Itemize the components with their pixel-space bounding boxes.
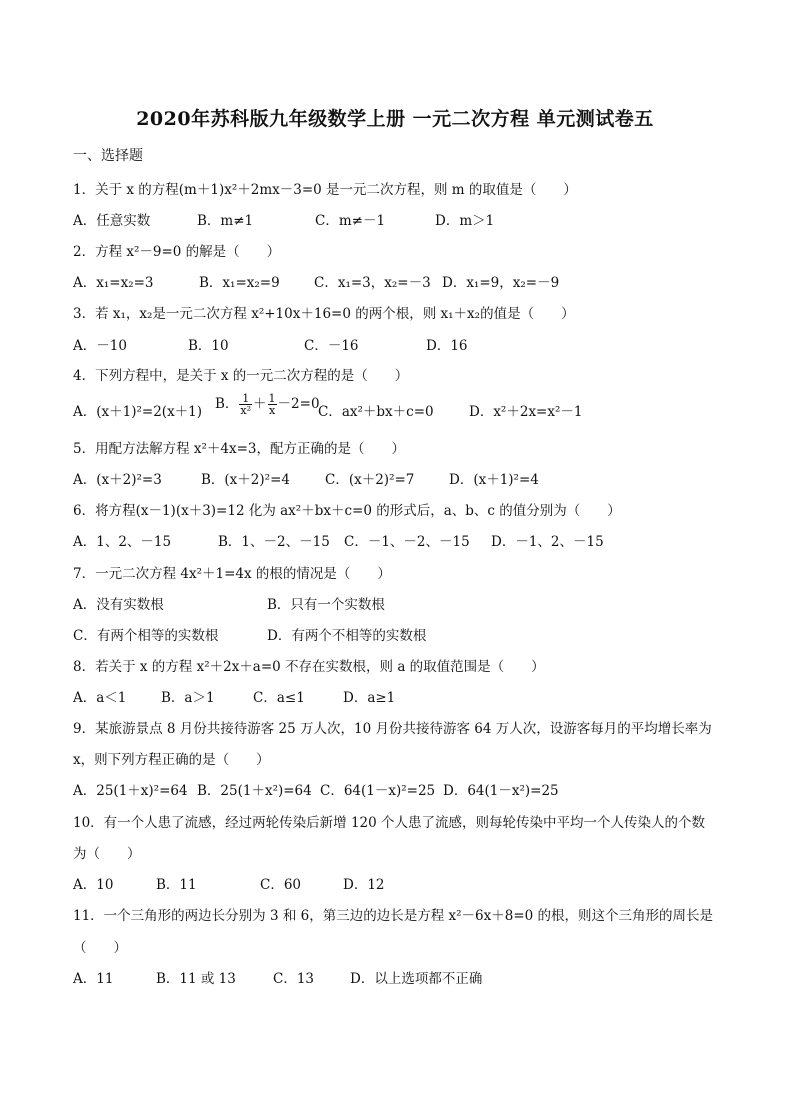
fraction-1-over-x-squared: $\frac{1}{\text{x²}}$ bbox=[240, 392, 252, 417]
question-7-option-c[interactable]: C．有两个相等的实数根 bbox=[73, 628, 219, 644]
question-8-option-c[interactable]: C．a≤1 bbox=[253, 690, 305, 706]
question-5-stem: 5．用配方法解方程 x²＋4x=3，配方正确的是（ ） bbox=[73, 441, 406, 457]
question-8-option-b[interactable]: B．a＞1 bbox=[161, 690, 215, 706]
question-11-option-b[interactable]: B．11 或 13 bbox=[156, 971, 236, 987]
question-6-stem: 6．将方程(x－1)(x＋3)=12 化为 ax²＋bx＋c=0 的形式后，a、b、c 的值分别为（ ） bbox=[73, 503, 621, 519]
question-5-option-d[interactable]: D．(x＋1)²=4 bbox=[449, 472, 539, 488]
question-5-option-c[interactable]: C．(x＋2)²=7 bbox=[325, 472, 415, 488]
question-1-option-b[interactable]: B．m≠1 bbox=[197, 213, 254, 229]
question-3-option-c[interactable]: C．－16 bbox=[304, 338, 359, 354]
question-6-option-b[interactable]: B．1、－2、－15 bbox=[218, 534, 330, 550]
question-4-option-a[interactable]: A．(x＋1)²=2(x＋1) bbox=[73, 404, 203, 420]
question-10-option-d[interactable]: D．12 bbox=[343, 877, 385, 893]
question-7-option-b[interactable]: B．只有一个实数根 bbox=[267, 597, 385, 613]
question-10-stem: 10．有一个人患了流感，经过两轮传染后新增 120 个人患了流感，则每轮传染中平均一个人传染人的个数 bbox=[73, 815, 706, 831]
question-9-option-b[interactable]: B．25(1＋x²)=64 bbox=[197, 783, 312, 799]
question-8-stem: 8．若关于 x 的方程 x²＋2x＋a=0 不存在实数根，则 a 的取值范围是（ ） bbox=[73, 659, 545, 675]
question-11-stem: 11．一个三角形的两边长分别为 3 和 6，第三边的边长是方程 x²－6x＋8=0 的根，则这个三角形的周长是 bbox=[73, 908, 714, 924]
question-10-option-b[interactable]: B．11 bbox=[156, 877, 197, 893]
question-9-option-c[interactable]: C．64(1－x)²=25 bbox=[320, 783, 436, 799]
question-6-option-c[interactable]: C．－1、－2、－15 bbox=[344, 534, 470, 550]
question-5-option-a[interactable]: A．(x＋2)²=3 bbox=[73, 472, 162, 488]
question-8-option-a[interactable]: A．a＜1 bbox=[73, 690, 127, 706]
question-4-option-b[interactable]: B． $\frac{1}{\text{x²}}$ ＋ $\frac{1}{x}$ －2=0 bbox=[215, 392, 320, 417]
question-4-option-b-label: B． bbox=[215, 396, 239, 412]
question-6-option-a[interactable]: A．1、2、－15 bbox=[73, 534, 172, 550]
question-11-option-a[interactable]: A．11 bbox=[73, 971, 114, 987]
question-3-option-a[interactable]: A．－10 bbox=[73, 338, 127, 354]
question-3-option-b[interactable]: B．10 bbox=[188, 338, 229, 354]
question-11-option-c[interactable]: C．13 bbox=[273, 971, 315, 987]
question-2-stem: 2．方程 x²－9=0 的解是（ ） bbox=[73, 244, 281, 260]
question-7-option-d[interactable]: D．有两个不相等的实数根 bbox=[267, 628, 427, 644]
question-7-stem: 7．一元二次方程 4x²＋1=4x 的根的情况是（ ） bbox=[73, 566, 391, 582]
question-2-option-a[interactable]: A．x₁=x₂=3 bbox=[73, 275, 154, 291]
question-3-stem: 3．若 x₁，x₂是一元二次方程 x²+10x＋16=0 的两个根，则 x₁＋x₂的值是（ ） bbox=[73, 306, 575, 322]
section-heading: 一、选择题 bbox=[73, 148, 143, 164]
question-10-stem-continued: 为（ ） bbox=[73, 846, 141, 862]
question-1-option-c[interactable]: C．m≠－1 bbox=[315, 213, 386, 229]
question-2-option-b[interactable]: B．x₁=x₂=9 bbox=[199, 275, 280, 291]
question-3-option-d[interactable]: D．16 bbox=[426, 338, 468, 354]
question-10-option-c[interactable]: C．60 bbox=[260, 877, 302, 893]
question-2-option-c[interactable]: C．x₁=3，x₂=－3 bbox=[314, 275, 431, 291]
question-4-stem: 4．下列方程中，是关于 x 的一元二次方程的是（ ） bbox=[73, 368, 409, 384]
question-9-option-a[interactable]: A．25(1＋x)²=64 bbox=[73, 783, 188, 799]
question-4-option-c[interactable]: C．ax²＋bx＋c=0 bbox=[318, 404, 434, 420]
question-2-option-d[interactable]: D．x₁=9，x₂=－9 bbox=[442, 275, 560, 291]
question-10-option-a[interactable]: A．10 bbox=[73, 877, 114, 893]
question-8-option-d[interactable]: D．a≥1 bbox=[343, 690, 396, 706]
question-1-option-a[interactable]: A．任意实数 bbox=[73, 213, 151, 229]
question-9-option-d[interactable]: D．64(1－x²)=25 bbox=[443, 783, 559, 799]
question-9-stem: 9．某旅游景点 8 月份共接待游客 25 万人次，10 月份共接待游客 64 万人次，设游客每月的平均增长率为 bbox=[73, 721, 712, 737]
page-title: 2020年苏科版九年级数学上册 一元二次方程 单元测试卷五 bbox=[136, 108, 654, 130]
question-1-stem: 1．关于 x 的方程(m＋1)x²＋2mx－3=0 是一元二次方程，则 m 的取值是（ ） bbox=[73, 182, 577, 198]
question-11-option-d[interactable]: D．以上选项都不正确 bbox=[350, 971, 483, 987]
question-5-option-b[interactable]: B．(x＋2)²=4 bbox=[201, 472, 290, 488]
question-6-option-d[interactable]: D．－1、2、－15 bbox=[491, 534, 604, 550]
question-11-stem-continued: （ ） bbox=[73, 940, 127, 956]
question-4-option-d[interactable]: D．x²＋2x=x²－1 bbox=[469, 404, 583, 420]
fraction-1-over-x: $\frac{1}{x}$ bbox=[268, 392, 276, 417]
question-7-option-a[interactable]: A．没有实数根 bbox=[73, 597, 164, 613]
question-1-option-d[interactable]: D．m＞1 bbox=[435, 213, 495, 229]
question-9-stem-continued: x，则下列方程正确的是（ ） bbox=[73, 752, 270, 768]
